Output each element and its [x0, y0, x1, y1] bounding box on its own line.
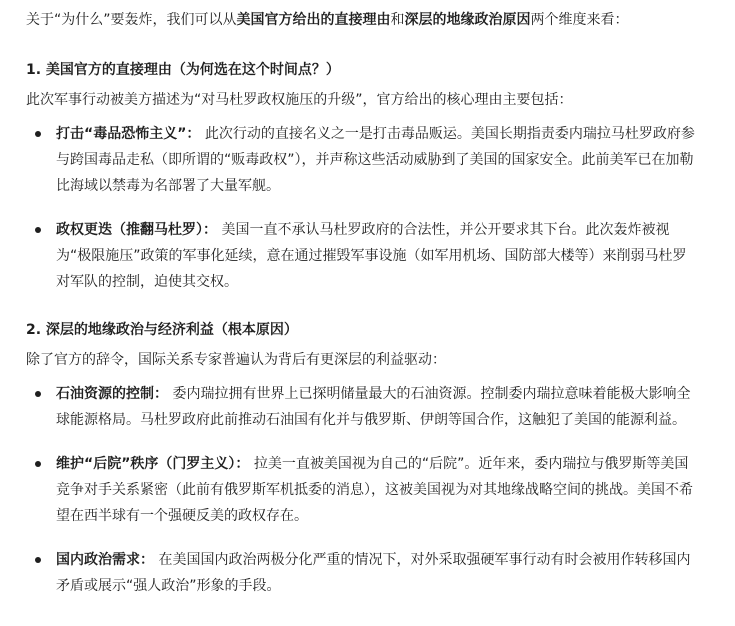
bullet-dot-icon — [35, 557, 41, 563]
bullet-title: 政权更迭（推翻马杜罗）： — [56, 222, 217, 238]
section-lead: 此次军事行动被美方描述为“对马杜罗政权施压的升级”，官方给出的核心理由主要包括： — [26, 92, 573, 108]
list-item — [26, 547, 696, 599]
bullet-dot-icon — [35, 391, 41, 397]
bullet-text: 拉美一直被美国视为自己的“后院”。近年来，委内瑞拉与俄罗斯等美国竞争对手关系紧密（此前有俄罗斯军机抵委的消息），这被美国视为对其地缘战略空间的挑战。美国不希望在西半球有一个强硬反美的政权存在。 — [56, 456, 693, 524]
intro-middle: 和 — [390, 12, 405, 28]
bullet-dot-icon — [35, 131, 41, 137]
list-item — [26, 451, 696, 529]
section-lead: 除了官方的辞令，国际关系专家普遍认为背后有更深层的利益驱动： — [26, 352, 446, 368]
section-geopolitical-reasons — [26, 319, 711, 599]
section-official-reasons — [26, 59, 711, 295]
bullet-text: 委内瑞拉拥有世界上已探明储量最大的石油资源。控制委内瑞拉意味着能极大影响全球能源格局。马杜罗政府此前推动石油国有化并与俄罗斯、伊朗等国合作，这触犯了美国的能源利益。 — [56, 386, 691, 428]
bullet-text: 美国一直不承认马杜罗政府的合法性，并公开要求其下台。此次轰炸被视为“极限施压”政策的军事化延续，意在通过摧毁军事设施（如军用机场、国防部大楼等）来削弱马杜罗对军队的控制，迫使其交权。 — [56, 222, 687, 290]
intro-bold-official-reasons: 美国官方给出的直接理由 — [236, 12, 391, 28]
intro-suffix: 两个维度来看： — [530, 12, 629, 28]
bullet-dot-icon — [35, 227, 41, 233]
bullet-list — [26, 381, 711, 599]
bullet-text: 在美国国内政治两极分化严重的情况下，对外采取强硬军事行动有时会被用作转移国内矛盾或展示“强人政治”形象的手段。 — [56, 552, 691, 594]
list-item — [26, 121, 696, 199]
bullet-title: 国内政治需求： — [56, 552, 154, 568]
intro-bold-geopolitical-reasons: 深层的地缘政治原因 — [404, 12, 531, 28]
section-heading: 1. 美国官方的直接理由（为何选在这个时间点？） — [26, 62, 340, 78]
intro-prefix: 关于“为什么”要轰炸，我们可以从 — [26, 12, 237, 28]
intro-paragraph — [26, 8, 711, 32]
bullet-dot-icon — [35, 461, 41, 467]
section-heading: 2. 深层的地缘政治与经济利益（根本原因） — [26, 322, 298, 338]
bullet-text: 此次行动的直接名义之一是打击毒品贩运。美国长期指责委内瑞拉马杜罗政府参与跨国毒品走私（即所谓的“贩毒政权”），并声称这些活动威胁到了美国的国家安全。此前美军已在加勒比海域以禁毒为名部署了大量军舰。 — [56, 126, 695, 194]
bullet-title: 打击“毒品恐怖主义”： — [56, 126, 201, 142]
list-item — [26, 381, 696, 433]
bullet-title: 维护“后院”秩序（门罗主义）： — [56, 456, 250, 472]
list-item — [26, 217, 696, 295]
bullet-list — [26, 121, 711, 295]
bullet-title: 石油资源的控制： — [56, 386, 168, 402]
